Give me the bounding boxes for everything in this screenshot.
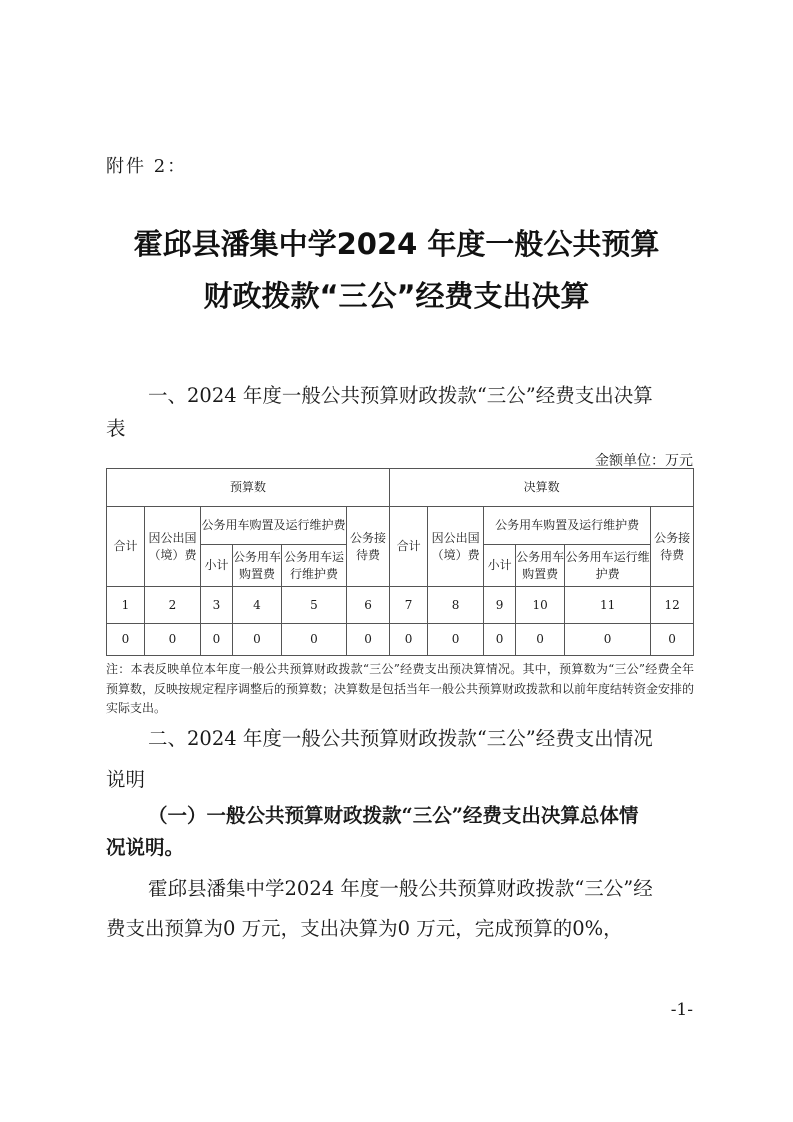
- value-cell: 0: [428, 624, 484, 656]
- table-note: 注：本表反映单位本年度一般公共预算财政拨款“三公”经费支出预决算情况。其中，预算数为“三公”经费全年预算数，反映按规定程序调整后的预算数；决算数是包括当年一般公共预算财政拨款和以前年度结转资金安排的实际支出。: [106, 662, 695, 715]
- index-cell: 1: [107, 587, 145, 624]
- section-1-heading-cont: 表: [106, 417, 126, 440]
- three-public-expenses-table: [106, 468, 694, 656]
- budget-total-header: 合计: [107, 507, 145, 587]
- section-1-heading: 一、2024 年度一般公共预算财政拨款“三公”经费支出决算: [148, 384, 653, 407]
- table-index-row: [107, 587, 694, 624]
- section-2-heading: 二、2024 年度一般公共预算财政拨款“三公”经费支出情况: [148, 727, 653, 750]
- summary-paragraph-line-1: 霍邱县潘集中学2024 年度一般公共预算财政拨款“三公”经: [148, 877, 653, 900]
- section-2-heading-cont: 说明: [106, 768, 146, 791]
- index-cell: 5: [282, 587, 347, 624]
- index-cell: 10: [516, 587, 565, 624]
- budget-abroad-header: 因公出国（境）费: [145, 507, 201, 587]
- value-cell: 0: [145, 624, 201, 656]
- index-cell: 2: [145, 587, 201, 624]
- document-title-line-1: 霍邱县潘集中学2024 年度一般公共预算: [133, 227, 660, 261]
- index-cell: 3: [201, 587, 233, 624]
- index-cell: 9: [484, 587, 516, 624]
- page-number: -1-: [670, 1000, 693, 1020]
- budget-vehicle-operation-header: 公务用车运行维护费: [282, 545, 347, 587]
- budget-group-header: 预算数: [107, 469, 390, 507]
- budget-reception-header: 公务接待费: [347, 507, 390, 587]
- index-cell: 12: [651, 587, 694, 624]
- index-cell: 11: [565, 587, 651, 624]
- subsection-heading-cont: 况说明。: [106, 836, 185, 859]
- table-group-header-row: [107, 469, 694, 507]
- value-cell: 0: [201, 624, 233, 656]
- value-cell: 0: [484, 624, 516, 656]
- index-cell: 8: [428, 587, 484, 624]
- final-vehicle-purchase-header: 公务用车购置费: [516, 545, 565, 587]
- table-column-header-row: [107, 507, 694, 545]
- amount-unit-label: 金额单位：万元: [595, 453, 693, 469]
- final-group-header: 决算数: [390, 469, 694, 507]
- value-cell: 0: [565, 624, 651, 656]
- document-title-line-2: 财政拨款“三公”经费支出决算: [203, 279, 590, 313]
- value-cell: 0: [282, 624, 347, 656]
- value-cell: 0: [347, 624, 390, 656]
- budget-vehicle-purchase-header: 公务用车购置费: [233, 545, 282, 587]
- summary-paragraph-line-2: 费支出预算为0 万元，支出决算为0 万元，完成预算的0%，: [106, 917, 623, 940]
- index-cell: 7: [390, 587, 428, 624]
- final-subtotal-header: 小计: [484, 545, 516, 587]
- value-cell: 0: [651, 624, 694, 656]
- subsection-heading: （一）一般公共预算财政拨款“三公”经费支出决算总体情: [148, 804, 639, 827]
- value-cell: 0: [233, 624, 282, 656]
- value-cell: 0: [107, 624, 145, 656]
- attachment-label: 附件 2：: [106, 156, 188, 177]
- index-cell: 6: [347, 587, 390, 624]
- budget-vehicle-group-header: 公务用车购置及运行维护费: [201, 507, 347, 545]
- final-vehicle-operation-header: 公务用车运行维护费: [565, 545, 651, 587]
- value-cell: 0: [516, 624, 565, 656]
- final-reception-header: 公务接待费: [651, 507, 694, 587]
- final-vehicle-group-header: 公务用车购置及运行维护费: [484, 507, 651, 545]
- final-abroad-header: 因公出国（境）费: [428, 507, 484, 587]
- value-cell: 0: [390, 624, 428, 656]
- budget-subtotal-header: 小计: [201, 545, 233, 587]
- index-cell: 4: [233, 587, 282, 624]
- table-value-row: [107, 624, 694, 656]
- final-total-header: 合计: [390, 507, 428, 587]
